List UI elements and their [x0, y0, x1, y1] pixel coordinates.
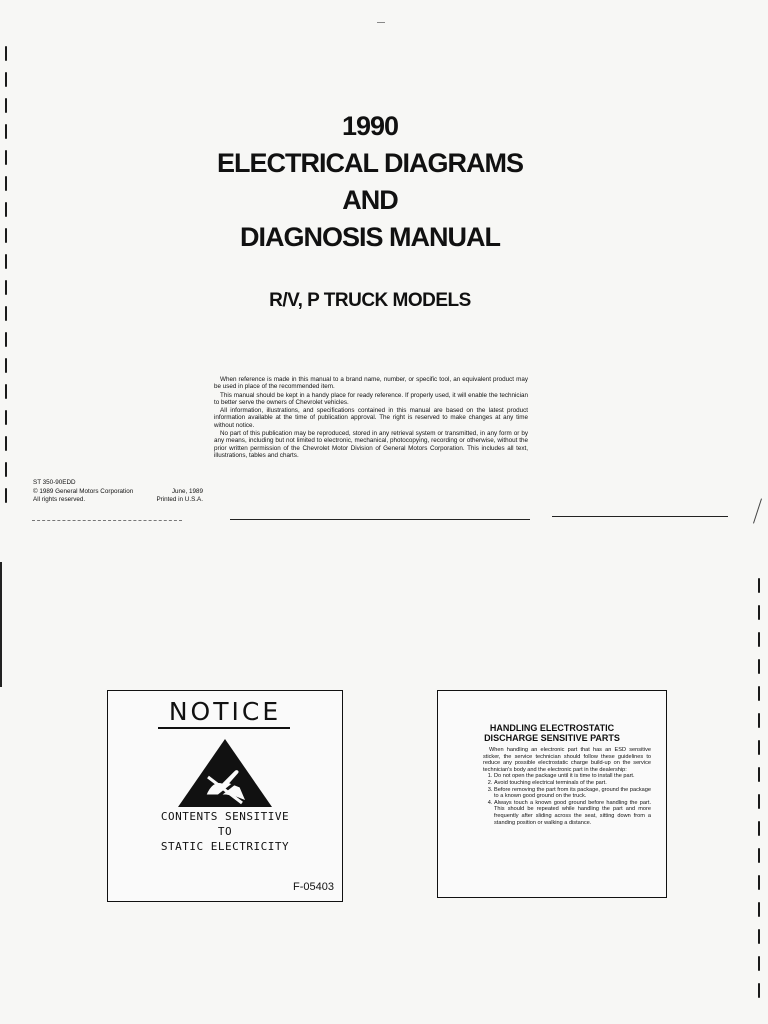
- binder-mark: [758, 821, 760, 836]
- esd-handling-box: [437, 690, 667, 898]
- scan-mark: [753, 498, 762, 523]
- publication-code: ST 350-90EDD: [33, 479, 76, 486]
- handling-step: 2. Avoid touching electrical terminals of the part.: [494, 780, 651, 787]
- binder-mark: [5, 280, 7, 295]
- publication-date: June, 1989: [171, 487, 203, 495]
- binder-mark: [758, 659, 760, 674]
- title-line-diagnosis: DIAGNOSIS MANUAL: [240, 222, 500, 252]
- binder-mark: [5, 332, 7, 347]
- title-year: 1990: [341, 111, 399, 141]
- scan-mark: [377, 22, 385, 23]
- manual-title: [190, 108, 550, 256]
- legal-notice: [214, 376, 528, 460]
- binder-mark: [758, 686, 760, 701]
- handling-step: 3. Before removing the part from its package, ground the package to a known good ground on the truck.: [494, 787, 651, 800]
- printed-in: Printed in U.S.A.: [156, 496, 203, 503]
- binder-mark: [5, 410, 7, 425]
- binder-mark: [5, 202, 7, 217]
- page-edge: [0, 562, 2, 687]
- binder-mark: [5, 46, 7, 61]
- binder-mark: [758, 578, 760, 593]
- page-divider: [230, 519, 530, 520]
- title-line-electrical: ELECTRICAL DIAGRAMS: [216, 148, 523, 178]
- handling-title-line: HANDLING ELECTROSTATIC: [489, 723, 615, 733]
- copyright: © 1989 General Motors Corporation: [33, 487, 134, 495]
- legal-paragraph: All information, illustrations, and specifications contained in this manual are based on the latest product information available at the time of publication approval. The right is reserved to make changes at any time without notice.: [214, 407, 528, 429]
- binder-mark: [5, 384, 7, 399]
- esd-warning-icon: [176, 737, 274, 809]
- handling-step: 4. Always touch a known good ground before handling the part. This should be repeated while handling the part and more frequently after sliding across the seat, sitting down from a standing position or walking a distance.: [494, 800, 651, 826]
- handling-intro: When handling an electronic part that has an ESD sensitive sticker, the service technician should follow these guidelines to reduce any possible electrostatic charge build-up on the service technician's body and the electronic part in the dealership:: [483, 747, 651, 773]
- notice-heading: NOTICE: [168, 697, 282, 726]
- binder-mark: [758, 767, 760, 782]
- page-divider: [552, 516, 728, 517]
- binder-mark: [5, 462, 7, 477]
- notice-rule: [158, 727, 290, 729]
- notice-line: STATIC ELECTRICITY: [160, 840, 290, 853]
- esd-notice-box: [107, 690, 343, 902]
- binder-mark: [758, 605, 760, 620]
- legal-paragraph: When reference is made in this manual to a brand name, number, or specific tool, an equivalent product may be used in place of the recommended item.: [214, 376, 528, 391]
- binder-mark: [758, 902, 760, 917]
- binder-mark: [758, 983, 760, 998]
- rights-reserved: All rights reserved.: [33, 496, 86, 503]
- binder-mark: [5, 72, 7, 87]
- binder-mark: [5, 98, 7, 113]
- handling-step: 1. Do not open the package until it is time to install the part.: [494, 773, 651, 780]
- binder-mark: [5, 124, 7, 139]
- handling-instructions: [483, 747, 651, 826]
- binder-mark: [5, 176, 7, 191]
- handling-title-line: DISCHARGE SENSITIVE PARTS: [484, 733, 620, 743]
- handling-steps: [483, 773, 651, 826]
- binder-mark: [758, 929, 760, 944]
- binder-mark: [758, 794, 760, 809]
- binder-mark: [5, 306, 7, 321]
- legal-paragraph: No part of this publication may be reproduced, stored in any retrieval system or transmitted, in any form or by any means, including but not limited to electronic, mechanical, photocopying, recording or otherwise, without the prior written permission of the Chevrolet Motor Division of General Motors Corporation. This includes all text, illustrations, tables and charts.: [214, 430, 528, 459]
- binder-mark: [758, 713, 760, 728]
- publication-info: [33, 479, 203, 505]
- binder-mark: [5, 228, 7, 243]
- notice-line: TO: [217, 825, 233, 838]
- binder-mark: [758, 740, 760, 755]
- handling-title: [438, 723, 666, 743]
- manual-subtitle: R/V, P TRUCK MODELS: [269, 290, 471, 311]
- binder-mark: [5, 150, 7, 165]
- notice-message: [108, 809, 342, 854]
- binder-mark: [5, 358, 7, 373]
- binder-mark: [5, 488, 7, 503]
- notice-line: CONTENTS SENSITIVE: [160, 810, 290, 823]
- binder-mark: [758, 875, 760, 890]
- binder-mark: [758, 632, 760, 647]
- legal-paragraph: This manual should be kept in a handy place for ready reference. If properly used, it will enable the technician to better serve the owners of Chevrolet vehicles.: [214, 391, 528, 406]
- binder-mark: [758, 848, 760, 863]
- title-line-and: AND: [342, 185, 398, 215]
- figure-code: F-05403: [293, 881, 334, 893]
- binder-mark: [5, 254, 7, 269]
- binder-mark: [5, 436, 7, 451]
- page-divider: [32, 520, 182, 521]
- binder-mark: [758, 956, 760, 971]
